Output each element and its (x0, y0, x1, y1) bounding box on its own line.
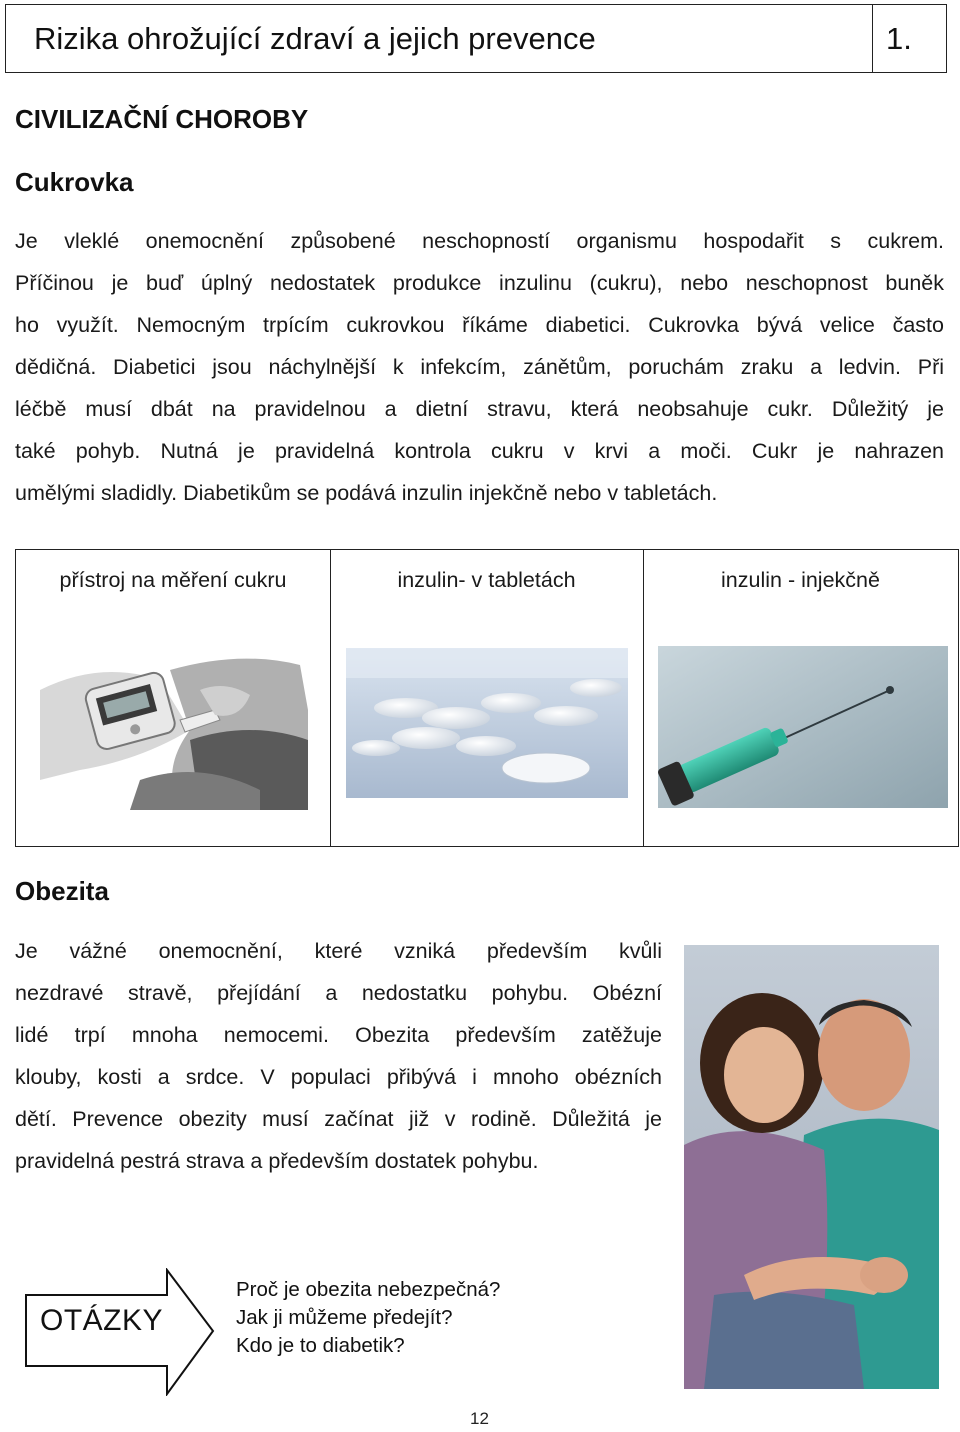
text-line: umělými sladidly. Diabetikům se podává inzulin injekčně nebo v tabletách. (15, 481, 718, 505)
text-line: Je vážné onemocnění, které vzniká především kvůli (15, 939, 662, 963)
text-line: ho využít. Nemocným trpícím cukrovkou říkáme diabetici. Cukrovka bývá velice často (15, 313, 944, 337)
table-divider (643, 550, 644, 846)
text-line: také pohyb. Nutná je pravidelná kontrola cukru v krvi a moči. Cukr je nahrazen (15, 439, 944, 463)
text-line: léčbě musí dbát na pravidelnou a dietní stravu, která neobsahuje cukr. Důležitý je (15, 397, 944, 421)
text-line: nezdravé stravě, přejídání a nedostatku pohybu. Obézní (15, 981, 662, 1005)
question-item: Proč je obezita nebezpečná? (236, 1278, 501, 1301)
table-divider (330, 550, 331, 846)
section-title: CIVILIZAČNÍ CHOROBY (15, 104, 309, 134)
cukrovka-paragraph (15, 220, 944, 514)
text-line: lidé trpí mnoha nemocemi. Obezita především zatěžuje (15, 1023, 662, 1047)
syringe-photo (658, 646, 948, 808)
text-line: dědičná. Diabetici jsou náchylnější k infekcím, zánětům, poruchám zraku a ledvin. Při (15, 355, 944, 379)
text-line: klouby, kosti a srdce. V populaci přibývá i mnoho obézních (15, 1065, 662, 1089)
tablets-photo (346, 648, 628, 798)
caption-tablets: inzulin- v tabletách (397, 568, 576, 592)
chapter-number: 1. (886, 21, 912, 56)
header-divider (872, 5, 873, 72)
caption-glucometer: přístroj na měření cukru (59, 568, 287, 592)
cukrovka-heading: Cukrovka (15, 167, 134, 197)
header-box (5, 4, 947, 73)
page-number: 12 (470, 1409, 489, 1428)
text-line: Je vleklé onemocnění způsobené neschopností organismu hospodařit s cukrem. (15, 229, 944, 253)
couple-photo (684, 945, 939, 1389)
question-item: Jak ji můžeme předejít? (236, 1306, 453, 1329)
obezita-heading: Obezita (15, 876, 109, 906)
text-line: pravidelná pestrá strava a především dostatek pohybu. (15, 1149, 539, 1173)
otazky-label: OTÁZKY (40, 1304, 164, 1337)
caption-injection: inzulin - injekčně (721, 568, 880, 592)
question-list (236, 1276, 500, 1360)
image-table (15, 549, 959, 847)
question-item: Kdo je to diabetik? (236, 1334, 405, 1357)
text-line: dětí. Prevence obezity musí začínat již v rodině. Důležitá je (15, 1107, 662, 1131)
page-title: Rizika ohrožující zdraví a jejich prevence (34, 21, 596, 56)
text-line: Příčinou je buď úplný nedostatek produkce inzulinu (cukru), nebo neschopnost buněk (15, 271, 944, 295)
obezita-paragraph (15, 930, 662, 1182)
glucometer-photo (40, 650, 308, 810)
